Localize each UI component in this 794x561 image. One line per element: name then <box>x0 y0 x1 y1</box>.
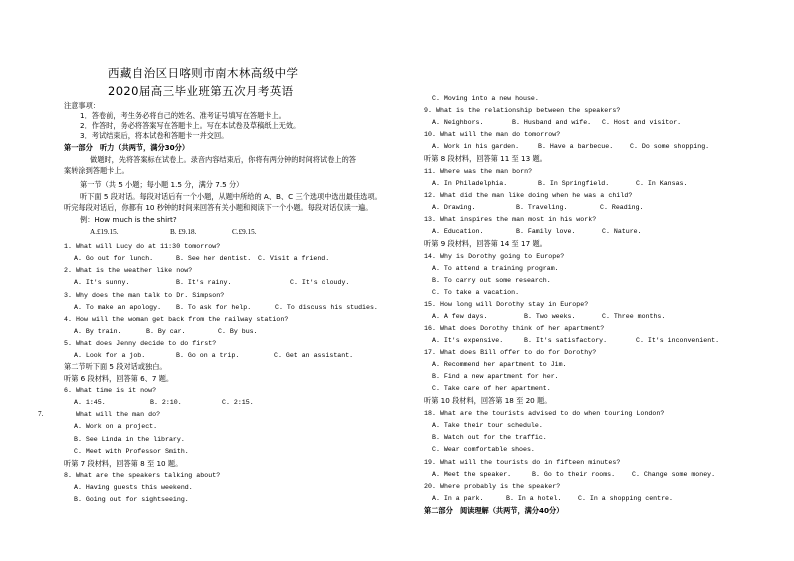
q10-option-a: A. Work in his garden. <box>432 143 520 150</box>
example-question: 例：How much is the shirt? <box>80 215 177 224</box>
question-5: 5. What does Jenny decide to do first? <box>64 340 217 347</box>
question-9: 9. What is the relationship between the speakers? <box>424 107 621 114</box>
q3-option-c: C. To discuss his studies. <box>275 304 378 311</box>
part1-intro-2: 案转涂到答题卡上。 <box>64 166 129 175</box>
example-option-a: A.£19.15. <box>90 228 119 236</box>
q12-option-b: B. Traveling. <box>516 204 568 211</box>
title-line-2: 2020届高三毕业班第五次月考英语 <box>108 84 294 98</box>
q7-option-b: B. See Linda in the library. <box>74 436 185 443</box>
part2-heading: 第二部分 阅读理解（共两节，满分40分） <box>424 506 564 515</box>
q2-option-a: A. It's sunny. <box>74 279 130 286</box>
notes-heading: 注意事项： <box>64 101 100 110</box>
question-16: 16. What does Dorothy think of her apartment? <box>424 325 605 332</box>
q20-option-c: C. In a shopping centre. <box>578 495 673 502</box>
question-4: 4. How will the woman get back from the railway station? <box>64 316 289 323</box>
q15-option-c: C. Three months. <box>602 313 666 320</box>
question-7-number: 7. <box>38 410 44 418</box>
q11-option-b: B. In Springfield. <box>538 180 610 187</box>
q10-option-b: B. Have a barbecue. <box>538 143 614 150</box>
q20-option-b: B. In a hotel. <box>506 495 562 502</box>
listen-10-instruction: 听第 10 段材料，回答第 18 至 20 题。 <box>424 396 552 405</box>
q6-option-b: B. 2:10. <box>150 399 182 406</box>
q5-option-c: C. Get an assistant. <box>274 352 354 359</box>
part1-heading: 第一部分 听力（共两节，满分30分） <box>64 143 190 152</box>
listen-9-instruction: 听第 9 段材料，回答第 14 至 17 题。 <box>424 239 547 248</box>
question-18: 18. What are the tourists advised to do when touring London? <box>424 410 665 417</box>
question-2: 2. What is the weather like now? <box>64 267 193 274</box>
q1-option-a: A. Go out for lunch. <box>74 255 154 262</box>
note-item-1: 1．答卷前，考生务必将自己的姓名、准考证号填写在答题卡上。 <box>80 111 286 120</box>
q19-option-b: B. Go to their rooms. <box>532 471 616 478</box>
q18-option-b: B. Watch out for the traffic. <box>432 434 547 441</box>
q12-option-c: C. Reading. <box>600 204 644 211</box>
question-19: 19. What will the tourists do in fifteen minutes? <box>424 459 621 466</box>
q8-option-c: C. Moving into a new house. <box>432 95 539 102</box>
q2-option-c: C. It's cloudy. <box>290 279 350 286</box>
q6-option-a: A. 1:45. <box>74 399 106 406</box>
q3-option-a: A. To make an apology. <box>74 304 162 311</box>
q15-option-a: A. A few days. <box>432 313 488 320</box>
q12-option-a: A. Drawing. <box>432 204 476 211</box>
q4-option-c: C. By bus. <box>218 328 258 335</box>
q5-option-a: A. Look for a job. <box>74 352 146 359</box>
q1-option-b: B. See her dentist. <box>176 255 252 262</box>
question-3: 3. Why does the man talk to Dr. Simpson? <box>64 292 225 299</box>
title-line-1: 西藏自治区日喀则市南木林高级中学 <box>108 66 299 80</box>
q9-option-a: A. Neighbors. <box>432 119 484 126</box>
q1-option-c: C. Visit a friend. <box>258 255 330 262</box>
question-14: 14. Why is Dorothy going to Europe? <box>424 253 565 260</box>
q8-option-a: A. Having guests this weekend. <box>74 484 193 491</box>
q5-option-b: B. Go on a trip. <box>176 352 240 359</box>
q14-option-c: C. To take a vacation. <box>432 289 520 296</box>
question-12: 12. What did the man like doing when he was a child? <box>424 192 633 199</box>
q6-option-c: C. 2:15. <box>222 399 254 406</box>
question-15: 15. How long will Dorothy stay in Europe? <box>424 301 589 308</box>
q20-option-a: A. In a park. <box>432 495 484 502</box>
q15-option-b: B. Two weeks. <box>524 313 576 320</box>
question-10: 10. What will the man do tomorrow? <box>424 131 561 138</box>
q16-option-a: A. It's expensive. <box>432 337 504 344</box>
section1-heading: 第一节（共 5 小题；每小题 1.5 分，满分 7.5 分） <box>80 180 244 189</box>
question-20: 20. Where probably is the speaker? <box>424 483 561 490</box>
q14-option-b: B. To carry out some research. <box>432 277 551 284</box>
listen-7-instruction: 听第 7 段材料，回答第 8 至 10 题。 <box>64 459 183 468</box>
question-8: 8. What are the speakers talking about? <box>64 472 221 479</box>
question-1: 1. What will Lucy do at 11:30 tomorrow? <box>64 243 221 250</box>
q18-option-a: A. Take their tour schedule. <box>432 422 543 429</box>
example-option-b: B. £9.18. <box>170 228 197 236</box>
q17-option-a: A. Recommend her apartment to Jim. <box>432 361 567 368</box>
q9-option-b: B. Husband and wife. <box>512 119 592 126</box>
q14-option-a: A. To attend a training program. <box>432 265 559 272</box>
q16-option-b: B. It's satisfactory. <box>524 337 608 344</box>
q13-option-b: B. Family love. <box>516 228 576 235</box>
q11-option-a: A. In Philadelphia. <box>432 180 508 187</box>
question-6: 6. What time is it now? <box>64 387 157 394</box>
note-item-2: 2．作答时，务必将答案写在答题卡上。写在本试卷及草稿纸上无效。 <box>80 121 301 130</box>
listen-8-instruction: 听第 8 段材料，回答第 11 至 13 题。 <box>424 154 547 163</box>
q10-option-c: C. Do some shopping. <box>630 143 710 150</box>
listen-6-instruction: 听第 6 段材料，回答第 6、7 题。 <box>64 374 174 383</box>
q17-option-c: C. Take care of her apartment. <box>432 385 551 392</box>
section1-line-2: 听完每段对话后，你都有 10 秒钟的时间来回答有关小题和阅读下一个小题。每段对话仅读一遍。 <box>64 203 373 212</box>
question-17: 17. What does Bill offer to do for Dorothy? <box>424 349 597 356</box>
q16-option-c: C. It's inconvenient. <box>636 337 720 344</box>
q8-option-b: B. Going out for sightseeing. <box>74 496 189 503</box>
q9-option-c: C. Host and visitor. <box>602 119 682 126</box>
q4-option-b: B. By car. <box>146 328 186 335</box>
q4-option-a: A. By train. <box>74 328 122 335</box>
q19-option-a: A. Meet the speaker. <box>432 471 512 478</box>
question-13: 13. What inspires the man most in his work? <box>424 216 597 223</box>
q2-option-b: B. It's rainy. <box>176 279 232 286</box>
q17-option-b: B. Find a new apartment for her. <box>432 373 559 380</box>
q13-option-c: C. Nature. <box>602 228 642 235</box>
q3-option-b: B. To ask for help. <box>176 304 252 311</box>
part1-intro-1: 做题时，先将答案标在试卷上。录音内容结束后，你将有两分钟的时间将试卷上的答 <box>90 155 356 164</box>
q7-option-c: C. Meet with Professor Smith. <box>74 448 189 455</box>
section1-line-1: 听下面 5 段对话。每段对话后有一个小题，从题中所给的 A、B、C 三个选项中选出最佳选项。 <box>80 192 382 201</box>
q7-option-a: A. Work on a project. <box>74 423 158 430</box>
q11-option-c: C. In Kansas. <box>636 180 688 187</box>
question-7: What will the man do? <box>76 411 161 418</box>
q19-option-c: C. Change some money. <box>632 471 716 478</box>
question-11: 11. Where was the man born? <box>424 168 533 175</box>
note-item-3: 3．考试结束后，将本试卷和答题卡一并交回。 <box>80 131 229 140</box>
example-option-c: C.£9.15. <box>232 228 257 236</box>
section2-heading: 第二节听下面 5 段对话或独白。 <box>64 362 167 371</box>
q13-option-a: A. Education. <box>432 228 484 235</box>
q18-option-c: C. Wear comfortable shoes. <box>432 446 535 453</box>
